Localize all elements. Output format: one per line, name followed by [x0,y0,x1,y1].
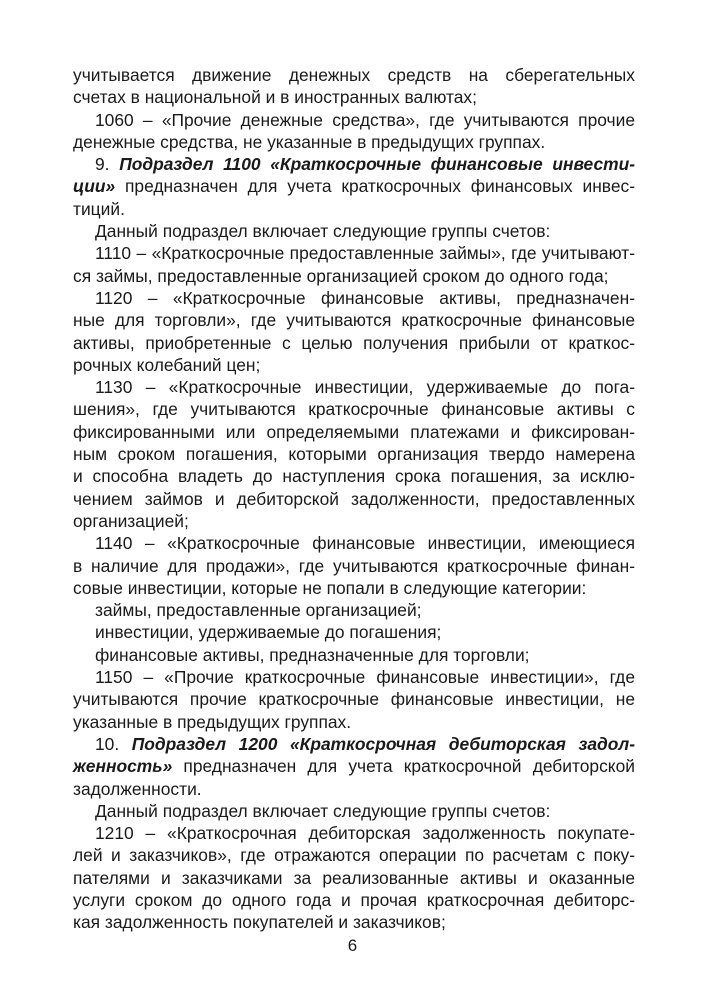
text-fragment: предназначен для учета краткосрочной дебиторской [172,756,635,777]
text-line: 1140 – «Краткосрочные финансовые инвестиции, имеющиеся [95,533,635,554]
text-line: ные для торговли», где учитываются краткосрочные финансовые [73,310,635,331]
section-title-end: ции» [73,176,116,197]
section-title: Подраздел 1100 «Краткосрочные финансовые инвести- [119,154,635,175]
list-item: финансовые активы, предназначенные для торговли; [95,644,530,665]
text-line: тиций. [73,198,125,219]
section-heading-line [73,733,635,755]
text-line: лей и заказчиков», где отражаются операции по расчетам с поку- [73,845,635,866]
text-line: чением займов и дебиторской задолженности, предоставленных [73,488,635,509]
text-line: счетах в национальной и в иностранных валютах; [73,87,477,108]
document-body [73,64,635,934]
text-line: 1120 – «Краткосрочные финансовые активы, предназначен- [95,287,635,308]
section-heading-line [73,153,635,175]
list-item: займы, предоставленные организацией; [95,600,422,621]
text-line: пателями и заказчиками за реализованные активы и оказанные [73,867,635,888]
text-line: шения», где учитываются краткосрочные финансовые активы с [73,399,635,420]
text-line: Данный подраздел включает следующие группы счетов: [95,800,551,821]
text-line: 1110 – «Краткосрочные предоставленные займы», где учитывают- [95,243,635,264]
text-line [73,175,635,197]
text-line: задолженности. [73,778,202,799]
text-line: ся займы, предоставленные организацией сроком до одного года; [73,265,609,286]
text-line [73,755,635,777]
text-line: совые инвестиции, которые не попали в следующие категории: [73,577,587,598]
text-line: Данный подраздел включает следующие группы счетов: [95,221,551,242]
section-number: 9. [95,154,120,175]
text-line: в наличие для продажи», где учитываются краткосрочные финан- [73,555,635,576]
text-line: и способна владеть до наступления срока погашения, за исклю- [73,466,635,487]
page-number: 6 [347,936,358,955]
text-line: денежные средства, не указанные в предыдущих группах. [73,131,546,152]
text-line: учитываются прочие краткосрочные финансовые инвестиции, не [73,689,635,710]
list-item: инвестиции, удерживаемые до погашения; [95,622,442,643]
text-line: 1150 – «Прочие краткосрочные финансовые инвестиции», где [95,667,635,688]
text-line: 1130 – «Краткосрочные инвестиции, удерживаемые до пога- [95,377,635,398]
section-number: 10. [95,733,132,754]
text-line: организацией; [73,510,189,531]
section-title: Подраздел 1200 «Краткосрочная дебиторская задол- [131,733,635,754]
section-title-end: женность» [73,756,173,777]
text-line: кая задолженность покупателей и заказчиков; [73,912,446,933]
text-line: услуги сроком до одного года и прочая краткосрочная дебиторс- [73,889,635,910]
text-line: учитывается движение денежных средств на сберегательных [73,65,635,85]
text-line: активы, приобретенные с целью получения прибыли от краткос- [73,332,635,353]
text-line: указанные в предыдущих группах. [73,711,352,732]
text-fragment: предназначен для учета краткосрочных финансовых инвес- [115,176,635,197]
text-line: 1060 – «Прочие денежные средства», где учитываются прочие [95,109,635,130]
text-line: рочных колебаний цен; [73,354,261,375]
text-line: 1210 – «Краткосрочная дебиторская задолженность покупате- [95,823,635,844]
text-line: ным сроком погашения, которыми организация твердо намерена [73,444,635,465]
text-line: фиксированными или определяемыми платежами и фиксирован- [73,421,635,442]
